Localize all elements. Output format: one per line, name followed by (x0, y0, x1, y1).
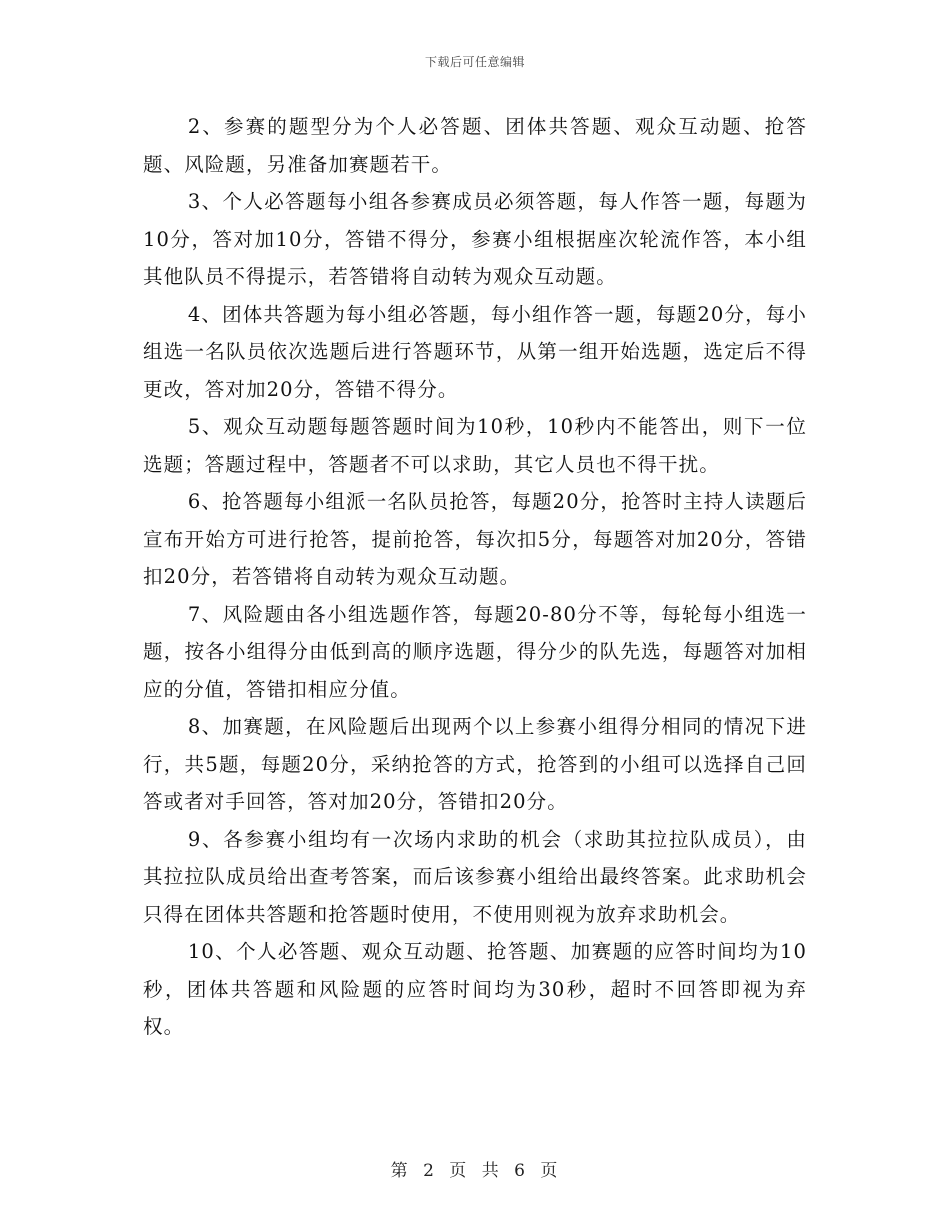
rule-paragraph-6: 6、抢答题每小组派一名队员抢答，每题20分，抢答时主持人读题后宣布开始方可进行抢答，提前抢答，每次扣5分，每题答对加20分，答错扣20分，若答错将自动转为观众互动题。 (143, 490, 807, 588)
rule-paragraph-7: 7、风险题由各小组选题作答，每题20-80分不等，每轮每小组选一题，按各小组得分由低到高的顺序选题，得分少的队先选，每题答对加相应的分值，答错扣相应分值。 (143, 602, 807, 701)
rule-paragraph-4: 4、团体共答题为每小组必答题，每小组作答一题，每题20分，每小组选一名队员依次选题后进行答题环节，从第一组开始选题，选定后不得更改，答对加20分，答错不得分。 (143, 302, 807, 401)
rule-paragraph-8: 8、加赛题，在风险题后出现两个以上参赛小组得分相同的情况下进行，共5题，每题20分，采纳抢答的方式，抢答到的小组可以选择自己回答或者对手回答，答对加20分，答错扣20分。 (143, 715, 807, 813)
rule-paragraph-10: 10、个人必答题、观众互动题、抢答题、加赛题的应答时间均为10秒，团体共答题和风险题的应答时间均为30秒，超时不回答即视为弃权。 (143, 940, 807, 1038)
document-body (143, 108, 807, 1046)
page-number-footer: 第 2 页 共 6 页 (390, 1161, 560, 1181)
page-header: 下载后可任意编辑 (424, 55, 525, 69)
rule-paragraph-5: 5、观众互动题每题答题时间为10秒，10秒内不能答出，则下一位选题；答题过程中，答题者不可以求助，其它人员也不得干扰。 (143, 415, 807, 476)
rule-paragraph-2: 2、参赛的题型分为个人必答题、团体共答题、观众互动题、抢答题、风险题，另准备加赛题若干。 (143, 115, 807, 176)
rule-paragraph-3: 3、个人必答题每小组各参赛成员必须答题，每人作答一题，每题为10分，答对加10分，答错不得分，参赛小组根据座次轮流作答，本小组其他队员不得提示，若答错将自动转为观众互动题。 (143, 190, 807, 288)
rule-paragraph-9: 9、各参赛小组均有一次场内求助的机会（求助其拉拉队成员），由其拉拉队成员给出查考答案，而后该参赛小组给出最终答案。此求助机会只得在团体共答题和抢答题时使用，不使用则视为放弃求助机会。 (143, 827, 807, 926)
